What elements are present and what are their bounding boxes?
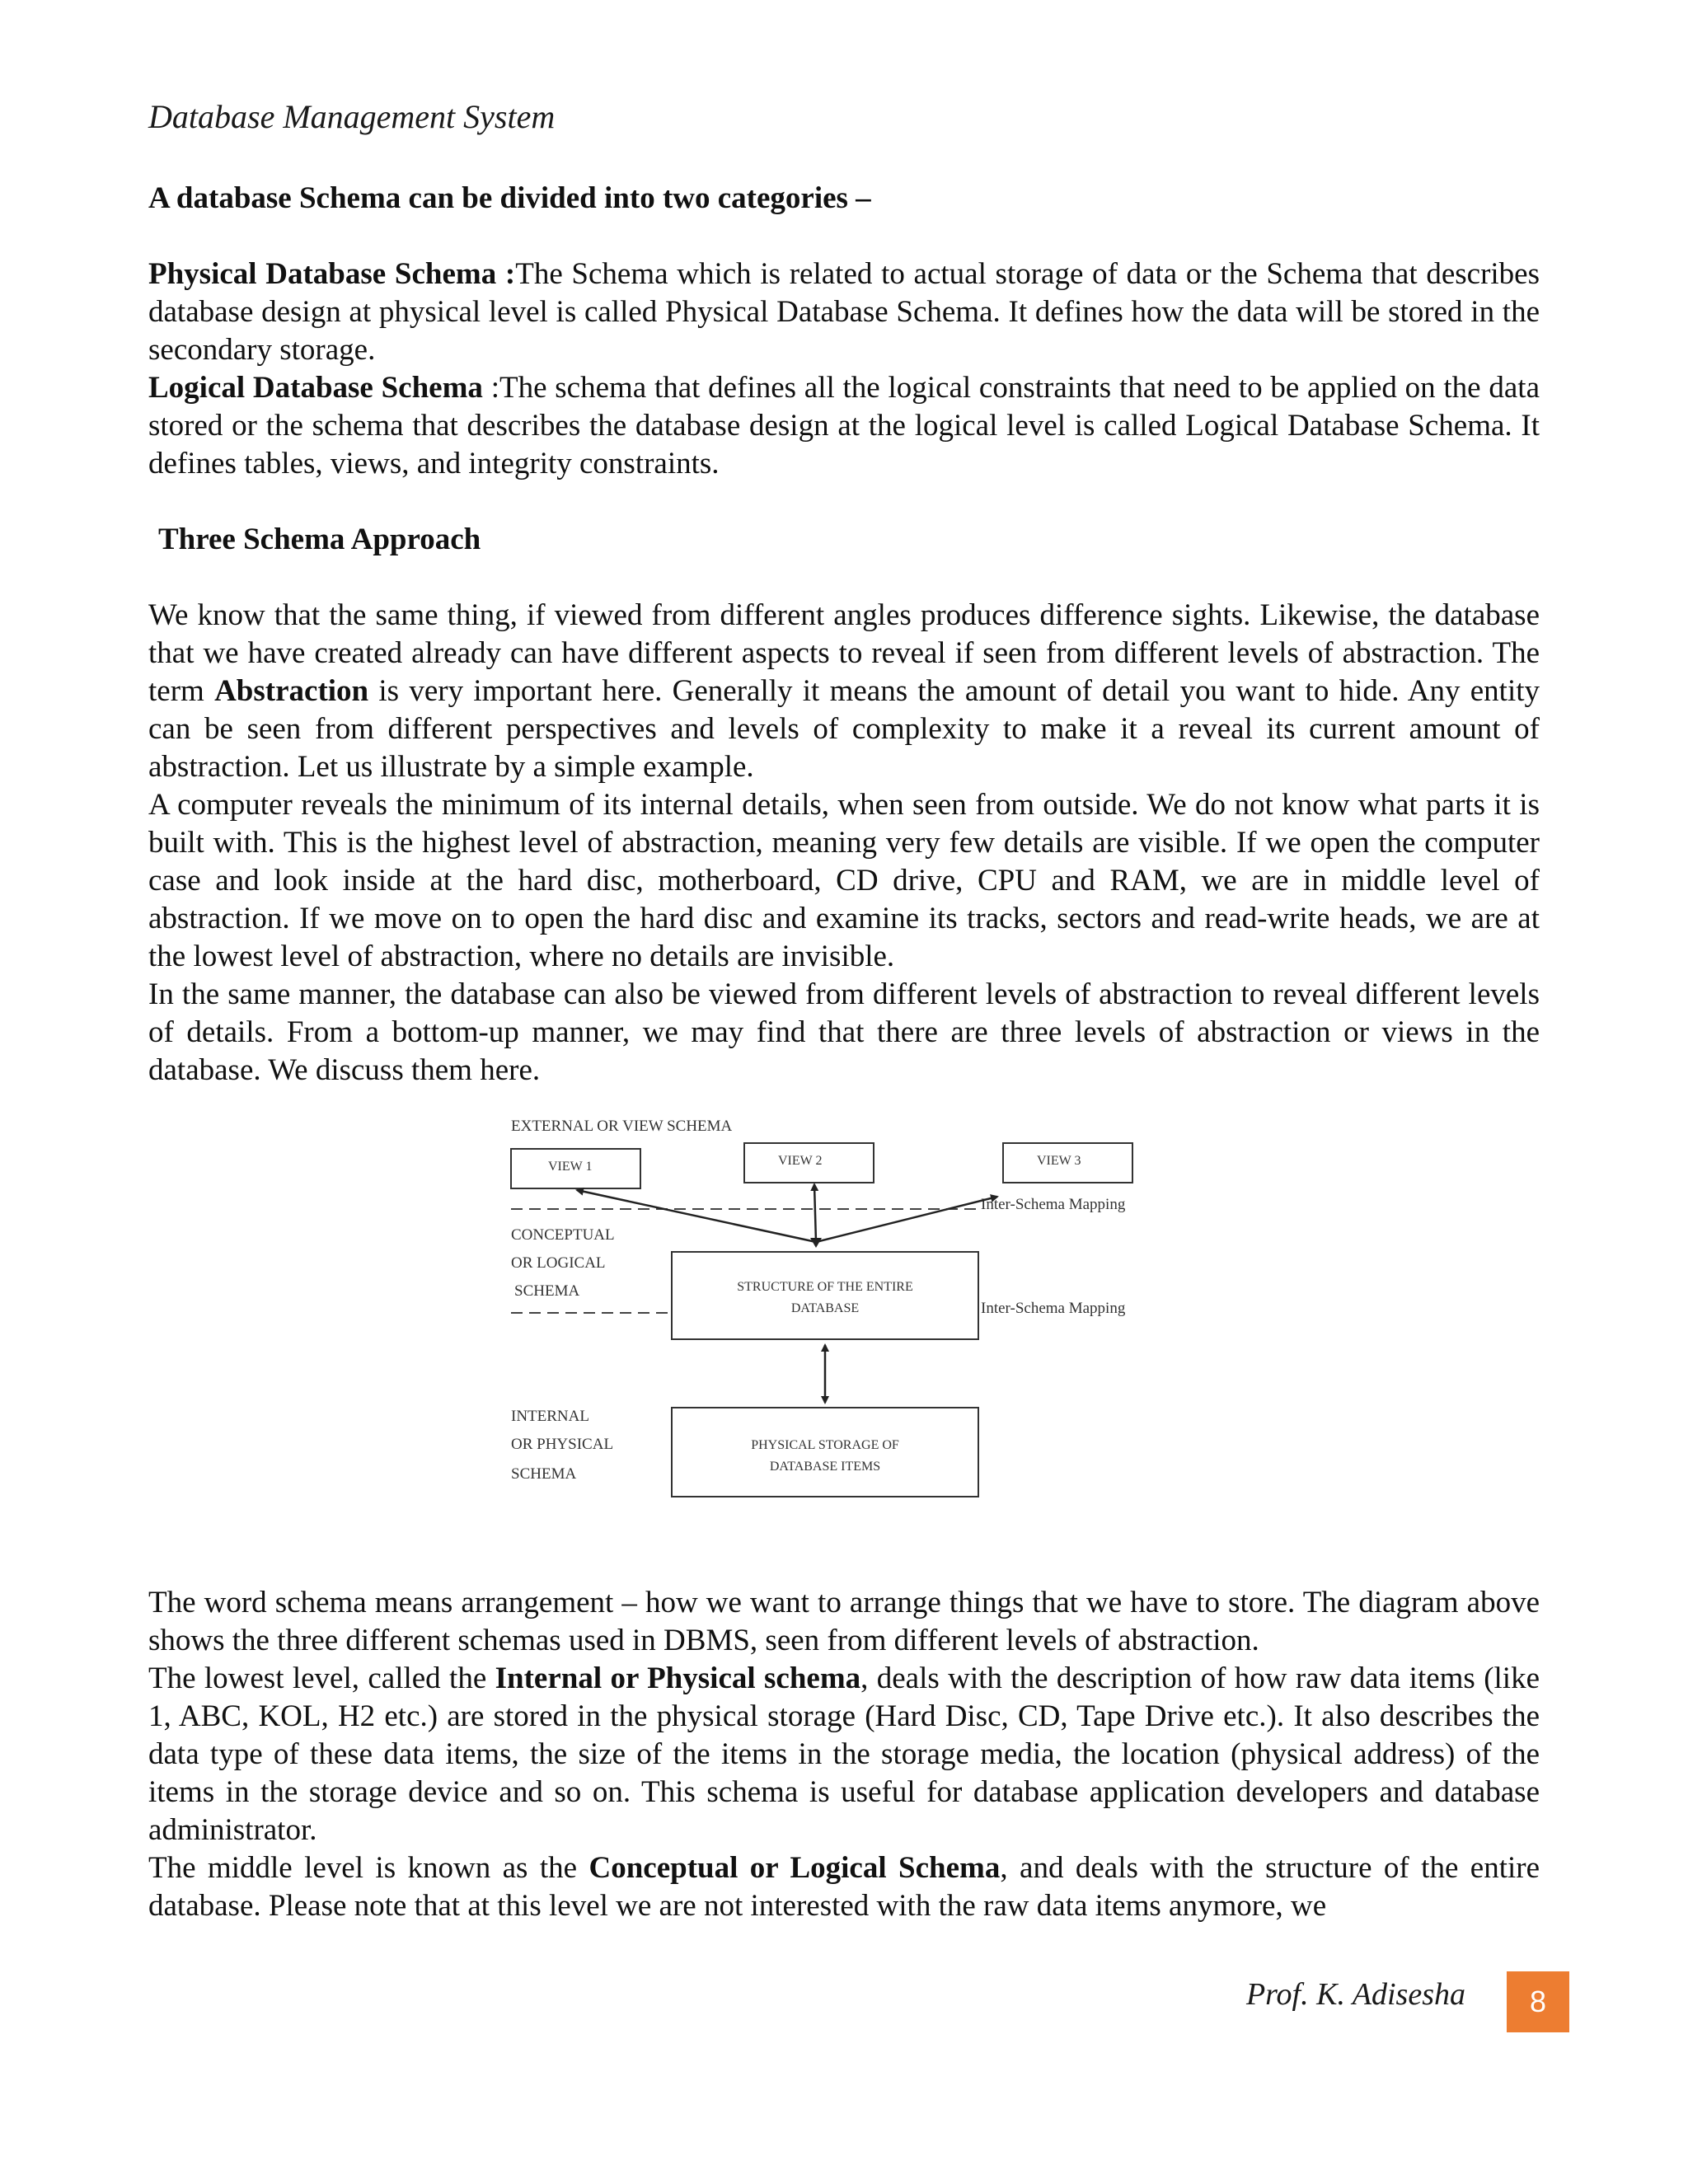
- page-number-badge: 8: [1507, 1971, 1569, 2032]
- schema-meaning-paragraph: The word schema means arrangement – how we want to arrange things that we have to store. The diagram above shows the three different schemas used in DBMS, seen from different levels of abstraction.: [148, 1586, 1540, 1657]
- mapping-mid-label: Inter-Schema Mapping: [981, 1300, 1126, 1317]
- structure-box: [672, 1252, 978, 1339]
- view2-label: VIEW 2: [778, 1154, 823, 1168]
- logical-schema-paragraph: Logical Database Schema :The schema that defines all the logical constraints that need to be applied on the data stored or the schema that describes the database design at the logical level is called Logical Database Schema. It defines tables, views, and integrity constraints.: [148, 371, 1540, 480]
- physical-storage-box: [672, 1408, 978, 1497]
- schema-categories-heading: A database Schema can be divided into two categories –: [148, 181, 871, 215]
- conceptual-label-line2: OR LOGICAL: [511, 1254, 606, 1272]
- internal-schema-term: Internal or Physical schema: [495, 1661, 861, 1695]
- computer-example-paragraph: A computer reveals the minimum of its internal details, when seen from outside. We do not know what parts it is built with. This is the highest level of abstraction, meaning very few details are visible. If we open the computer case and look inside at the hard disc, motherboard, CD drive, CPU and RAM, we are in middle level of abstraction. If we move on to open the hard disc and examine its tracks, sectors and read-write heads, we are at the lowest level of abstraction, where no details are invisible.: [148, 788, 1540, 973]
- conceptual-schema-paragraph: The middle level is known as the Conceptual or Logical Schema, and deals with the structure of the entire database. Please note that at this level we are not interested with the raw data items anymore, we: [148, 1851, 1540, 1923]
- view2-mapping-arrow: [814, 1184, 816, 1242]
- external-schema-label: EXTERNAL OR VIEW SCHEMA: [511, 1118, 733, 1135]
- three-schema-heading: Three Schema Approach: [158, 523, 481, 556]
- physical-schema-term: Physical Database Schema :: [148, 257, 516, 291]
- view3-label: VIEW 3: [1037, 1154, 1081, 1168]
- abstraction-term: Abstraction: [214, 674, 369, 708]
- conceptual-schema-term: Conceptual or Logical Schema: [588, 1851, 1001, 1885]
- running-header: Database Management System: [148, 98, 556, 135]
- internal-schema-paragraph: The lowest level, called the Internal or Physical schema, deals with the description of how raw data items (like 1, ABC, KOL, H2 etc.) are stored in the physical storage (Hard Disc, CD, Tape Drive etc.). It also describes the data type of these data items, the size of the items in the storage media, the location (physical address) of the items in the storage device and so on. This schema is useful for database application developers and database administrator.: [148, 1661, 1540, 1847]
- structure-label-line1: STRUCTURE OF THE ENTIRE: [737, 1280, 913, 1294]
- page-content: [148, 180, 1540, 1925]
- conceptual-label-line3: SCHEMA: [514, 1282, 580, 1300]
- internal-label-line3: SCHEMA: [511, 1465, 577, 1483]
- physical-schema-paragraph: Physical Database Schema :The Schema which is related to actual storage of data or the Schema that describes database design at physical level is called Physical Database Schema. It defines how the data will be stored in the secondary storage.: [148, 257, 1540, 367]
- conceptual-label-line1: CONCEPTUAL: [511, 1226, 615, 1244]
- physical-storage-line1: PHYSICAL STORAGE OF: [751, 1438, 899, 1452]
- conceptual-arrowhead: [810, 1238, 822, 1248]
- view1-label: VIEW 1: [548, 1160, 593, 1174]
- three-schema-diagram: [148, 1106, 1540, 1568]
- physical-storage-line2: DATABASE ITEMS: [769, 1460, 881, 1474]
- internal-label-line1: INTERNAL: [511, 1408, 589, 1425]
- database-levels-paragraph: In the same manner, the database can also be viewed from different levels of abstraction to reveal different levels of details. From a bottom-up manner, we may find that there are three levels of abstraction or views in the database. We discuss them here.: [148, 977, 1540, 1087]
- logical-schema-term: Logical Database Schema: [148, 371, 483, 405]
- mapping-top-label: Inter-Schema Mapping: [981, 1196, 1126, 1213]
- abstraction-paragraph: We know that the same thing, if viewed from different angles produces difference sights. Likewise, the database that we have created already can have different aspects to reveal if seen from different levels of abstraction. The term Abstraction is very important here. Generally it means the amount of detail you want to hide. Any entity can be seen from different perspectives and levels of complexity to make it a reveal its current amount of abstraction. Let us illustrate by a simple example.: [148, 598, 1540, 784]
- view3-mapping-arrow: [816, 1197, 997, 1242]
- internal-label-line2: OR PHYSICAL: [511, 1436, 614, 1453]
- structure-label-line2: DATABASE: [790, 1301, 860, 1315]
- author-signature: Prof. K. Adisesha: [1245, 1977, 1465, 2012]
